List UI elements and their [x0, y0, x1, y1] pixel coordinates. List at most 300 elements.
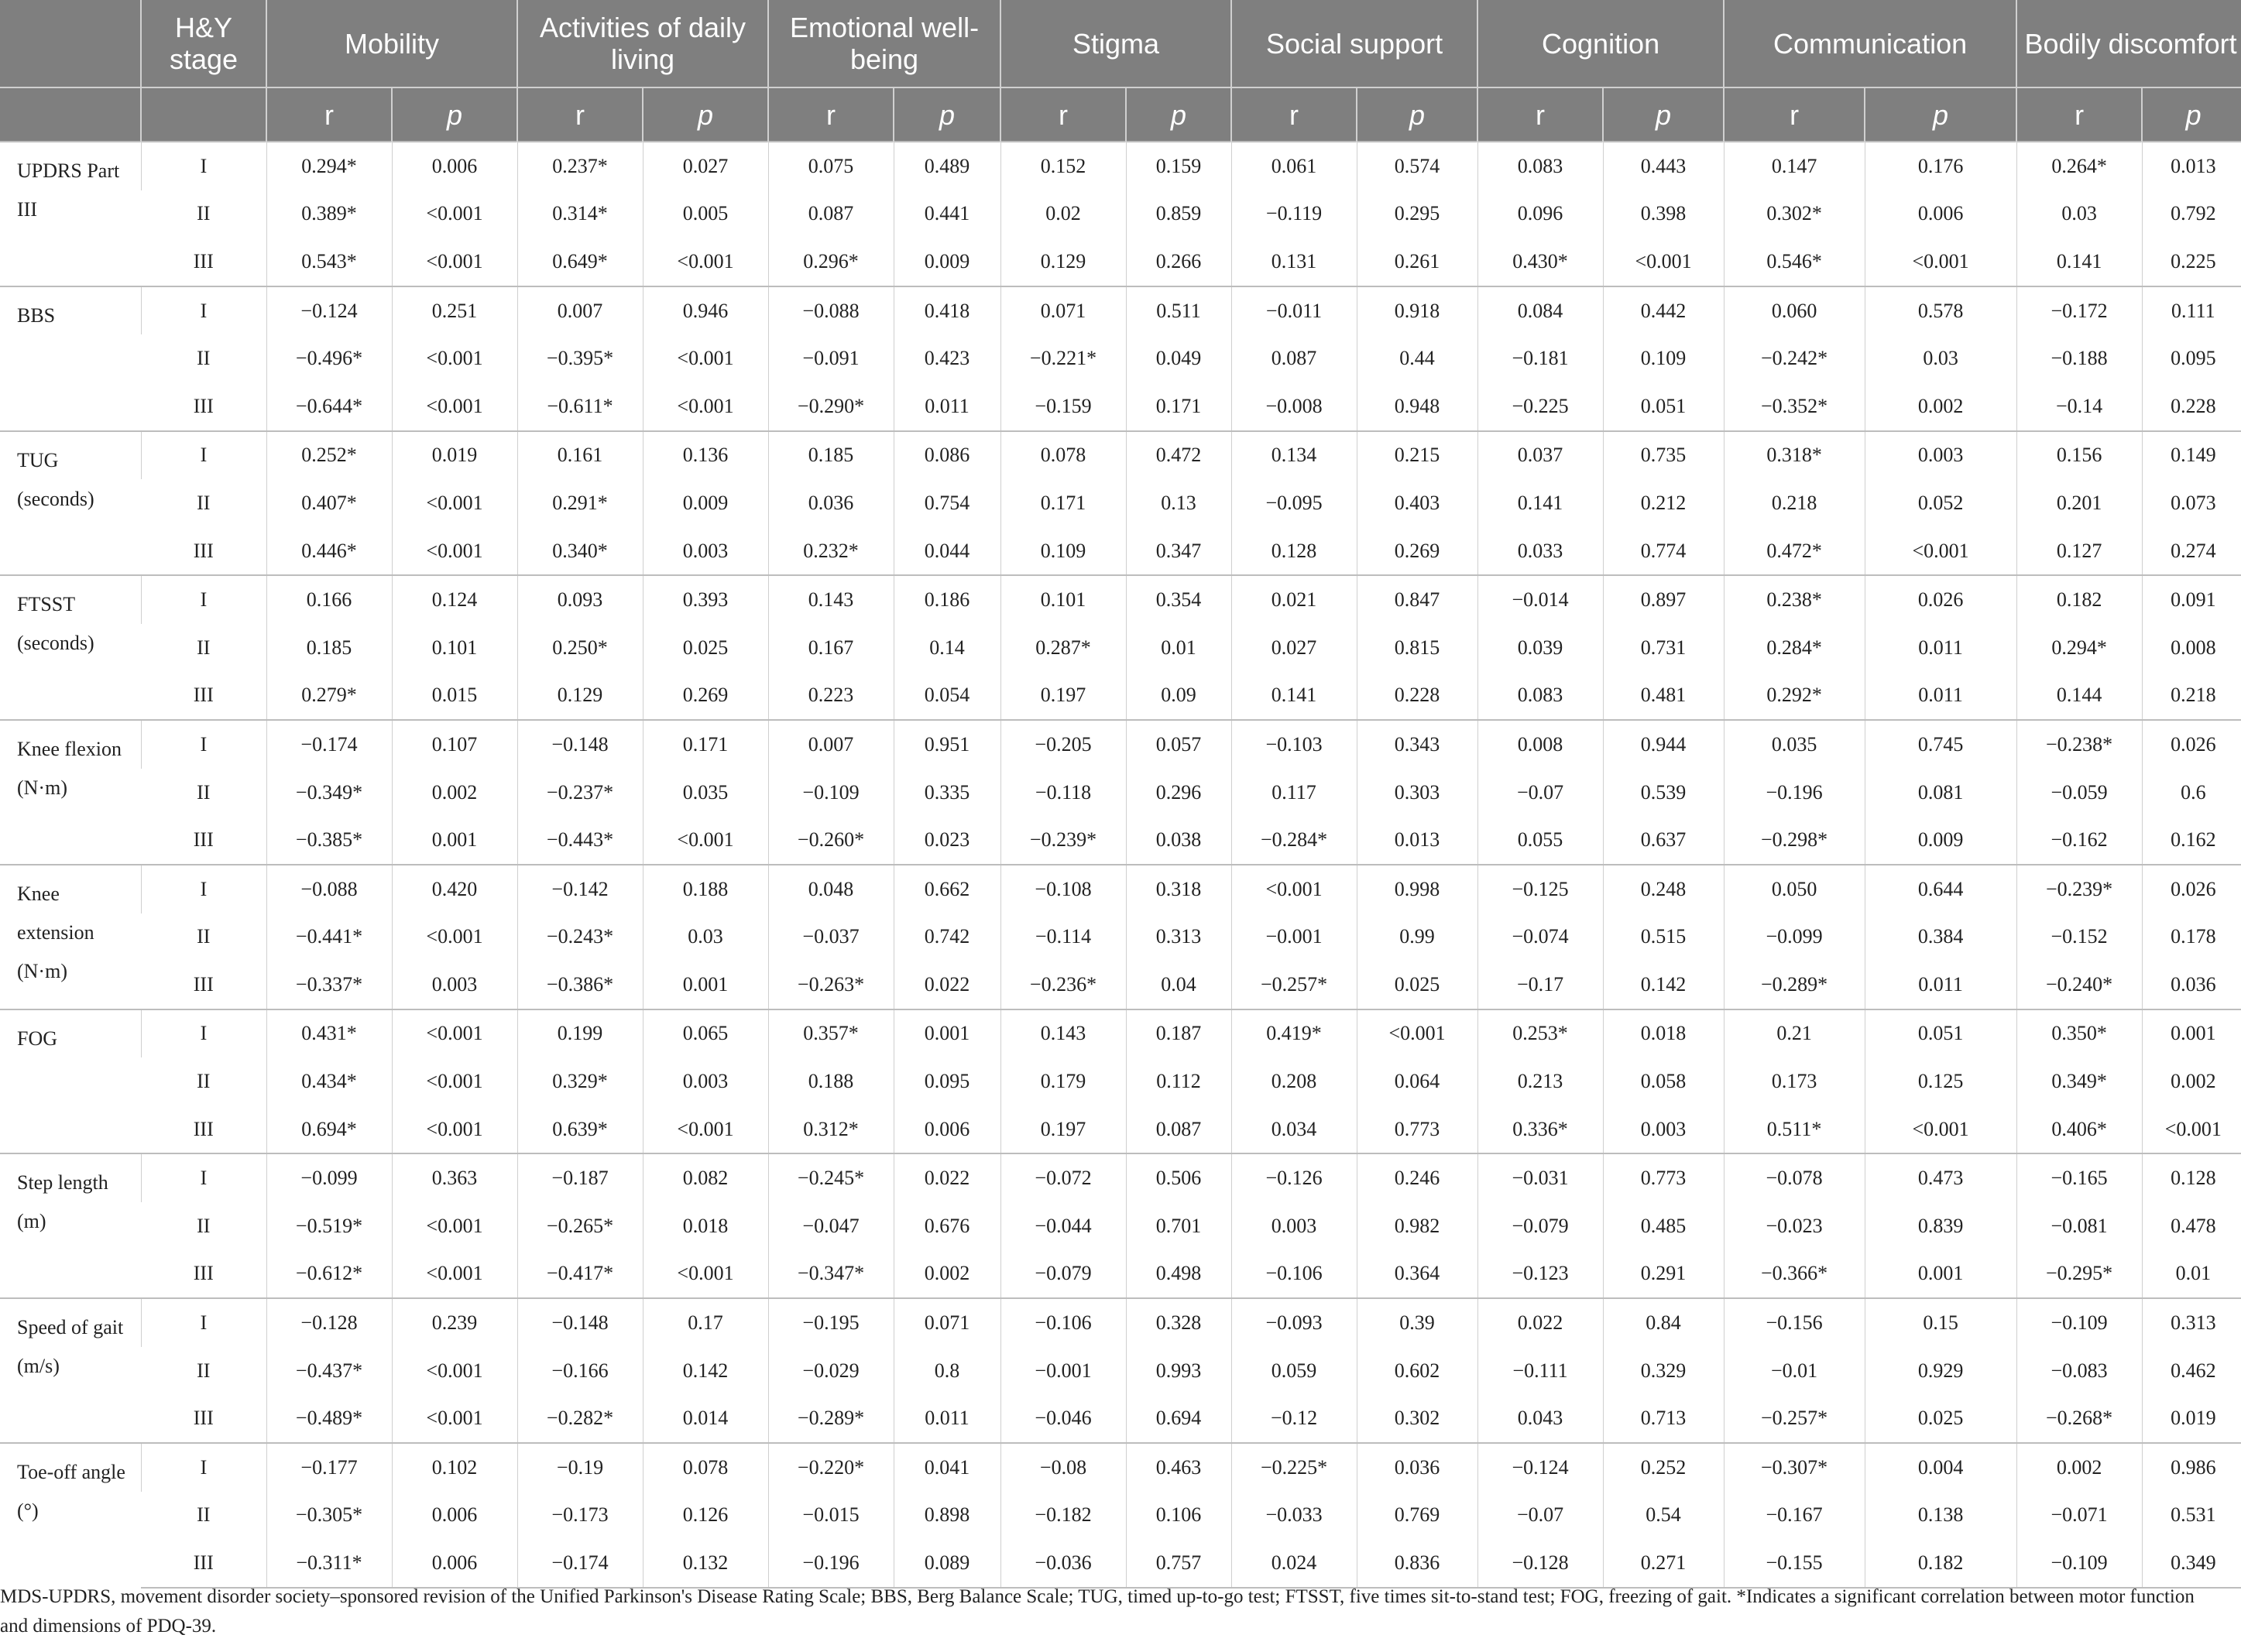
- header-hy-stage: H&Y stage: [141, 0, 266, 87]
- p-value-cell: 0.002: [392, 769, 517, 817]
- r-value-cell: 0.389*: [266, 190, 392, 238]
- p-value-cell: 0.694: [1126, 1394, 1231, 1443]
- variable-label: TUG (seconds): [0, 431, 141, 576]
- table-row: [0, 334, 2241, 382]
- p-value-cell: 0.136: [643, 431, 768, 480]
- stage-cell: I: [141, 286, 266, 335]
- p-value-cell: <0.001: [1865, 238, 2016, 286]
- p-value-cell: 0.295: [1357, 190, 1477, 238]
- r-value-cell: 0.050: [1724, 865, 1865, 913]
- p-value-cell: 0.898: [894, 1492, 1000, 1540]
- p-value-cell: 0.01: [2142, 1250, 2241, 1299]
- p-value-cell: 0.025: [643, 624, 768, 672]
- p-value-cell: 0.086: [894, 431, 1000, 480]
- header-communication: Communication: [1724, 0, 2016, 87]
- p-value-cell: 0.001: [894, 1009, 1000, 1058]
- p-value-cell: <0.001: [2142, 1105, 2241, 1154]
- r-value-cell: −0.148: [517, 720, 643, 769]
- r-value-cell: −0.385*: [266, 816, 392, 865]
- table-row: [0, 672, 2241, 721]
- r-value-cell: −0.166: [517, 1347, 643, 1395]
- r-value-cell: 0.060: [1724, 286, 1865, 335]
- table-row: [0, 1202, 2241, 1250]
- p-value-cell: 0.252: [1603, 1443, 1724, 1492]
- r-value-cell: <0.001: [1231, 865, 1357, 913]
- header-r: r: [517, 87, 643, 142]
- p-value-cell: 0.026: [2142, 720, 2241, 769]
- p-value-cell: 0.019: [2142, 1394, 2241, 1443]
- r-value-cell: 0.201: [2016, 479, 2142, 527]
- stage-cell: III: [193, 249, 214, 272]
- r-value-cell: −0.265*: [517, 1202, 643, 1250]
- r-value-cell: −0.172: [2016, 286, 2142, 335]
- p-value-cell: 0.011: [1865, 961, 2016, 1009]
- p-value-cell: 0.03: [1865, 334, 2016, 382]
- p-value-cell: 0.986: [2142, 1443, 2241, 1492]
- r-value-cell: −0.023: [1724, 1202, 1865, 1250]
- r-value-cell: 0.406*: [2016, 1105, 2142, 1154]
- r-value-cell: 0.152: [1000, 142, 1126, 190]
- stage-cell: III: [193, 539, 214, 562]
- r-value-cell: −0.311*: [266, 1539, 392, 1588]
- r-value-cell: 0.096: [1477, 190, 1603, 238]
- r-value-cell: −0.015: [768, 1492, 894, 1540]
- p-value-cell: 0.178: [2142, 913, 2241, 961]
- r-value-cell: −0.242*: [1724, 334, 1865, 382]
- p-value-cell: 0.006: [392, 142, 517, 190]
- p-value-cell: 0.515: [1603, 913, 1724, 961]
- r-value-cell: 0.117: [1231, 769, 1357, 817]
- p-value-cell: 0.04: [1126, 961, 1231, 1009]
- p-value-cell: 0.003: [1603, 1105, 1724, 1154]
- p-value-cell: 0.676: [894, 1202, 1000, 1250]
- r-value-cell: −0.088: [266, 865, 392, 913]
- table-row: [0, 479, 2241, 527]
- p-value-cell: 0.019: [392, 431, 517, 480]
- r-value-cell: −0.099: [1724, 913, 1865, 961]
- p-value-cell: 0.14: [894, 624, 1000, 672]
- p-value-cell: 0.008: [2142, 624, 2241, 672]
- r-value-cell: 0.350*: [2016, 1009, 2142, 1058]
- r-value-cell: 0.127: [2016, 527, 2142, 576]
- r-value-cell: 0.007: [768, 720, 894, 769]
- p-value-cell: 0.929: [1865, 1347, 2016, 1395]
- p-value-cell: 0.112: [1126, 1057, 1231, 1105]
- table-row: [0, 1443, 2241, 1492]
- r-value-cell: 0.329*: [517, 1057, 643, 1105]
- variable-label: Toe-off angle (°): [0, 1443, 141, 1588]
- r-value-cell: 0.419*: [1231, 1009, 1357, 1058]
- r-value-cell: 0.294*: [2016, 624, 2142, 672]
- p-value-cell: 0.384: [1865, 913, 2016, 961]
- p-value-cell: 0.095: [894, 1057, 1000, 1105]
- r-value-cell: −0.188: [2016, 334, 2142, 382]
- variable-label: FTSST (seconds): [0, 575, 141, 720]
- p-value-cell: <0.001: [392, 1105, 517, 1154]
- p-value-cell: 0.274: [2142, 527, 2241, 576]
- p-value-cell: 0.441: [894, 190, 1000, 238]
- r-value-cell: 0.407*: [266, 479, 392, 527]
- p-value-cell: 0.051: [1603, 382, 1724, 431]
- r-value-cell: 0.071: [1000, 286, 1126, 335]
- r-value-cell: 0.223: [768, 672, 894, 721]
- p-value-cell: 0.009: [643, 479, 768, 527]
- r-value-cell: −0.119: [1231, 190, 1357, 238]
- header-blank: [0, 0, 141, 87]
- r-value-cell: 0.312*: [768, 1105, 894, 1154]
- r-value-cell: 0.039: [1477, 624, 1603, 672]
- p-value-cell: 0.364: [1357, 1250, 1477, 1299]
- p-value-cell: 0.15: [1865, 1298, 2016, 1347]
- header-r: r: [1000, 87, 1126, 142]
- p-value-cell: 0.897: [1603, 575, 1724, 624]
- r-value-cell: 0.008: [1477, 720, 1603, 769]
- r-value-cell: −0.496*: [266, 334, 392, 382]
- r-value-cell: 0.185: [266, 624, 392, 672]
- p-value-cell: 0.578: [1865, 286, 2016, 335]
- p-value-cell: 0.149: [2142, 431, 2241, 480]
- header-r: r: [2016, 87, 2142, 142]
- r-value-cell: 0.03: [2016, 190, 2142, 238]
- r-value-cell: −0.196: [768, 1539, 894, 1588]
- r-value-cell: −0.644*: [266, 382, 392, 431]
- r-value-cell: 0.128: [1231, 527, 1357, 576]
- table-row: [0, 1105, 2241, 1154]
- r-value-cell: 0.024: [1231, 1539, 1357, 1588]
- p-value-cell: <0.001: [392, 1202, 517, 1250]
- r-value-cell: −0.395*: [517, 334, 643, 382]
- p-value-cell: <0.001: [392, 1009, 517, 1058]
- r-value-cell: −0.152: [2016, 913, 2142, 961]
- p-value-cell: 0.089: [894, 1539, 1000, 1588]
- header-blank: [141, 87, 266, 142]
- r-value-cell: 0.144: [2016, 672, 2142, 721]
- r-value-cell: −0.225: [1477, 382, 1603, 431]
- header-activities-of-daily-living: Activities of daily living: [517, 0, 768, 87]
- r-value-cell: 0.185: [768, 431, 894, 480]
- p-value-cell: 0.002: [2142, 1057, 2241, 1105]
- r-value-cell: −0.187: [517, 1153, 643, 1202]
- r-value-cell: 0.075: [768, 142, 894, 190]
- p-value-cell: 0.087: [1126, 1105, 1231, 1154]
- r-value-cell: 0.141: [1477, 479, 1603, 527]
- r-value-cell: −0.282*: [517, 1394, 643, 1443]
- r-value-cell: −0.14: [2016, 382, 2142, 431]
- r-value-cell: −0.182: [1000, 1492, 1126, 1540]
- r-value-cell: 0.314*: [517, 190, 643, 238]
- r-value-cell: −0.106: [1000, 1298, 1126, 1347]
- p-value-cell: 0.948: [1357, 382, 1477, 431]
- r-value-cell: −0.093: [1231, 1298, 1357, 1347]
- p-value-cell: 0.041: [894, 1443, 1000, 1492]
- r-value-cell: −0.196: [1724, 769, 1865, 817]
- p-value-cell: 0.159: [1126, 142, 1231, 190]
- p-value-cell: 0.442: [1603, 286, 1724, 335]
- table-row: [0, 1057, 2241, 1105]
- p-value-cell: 0.498: [1126, 1250, 1231, 1299]
- r-value-cell: −0.225*: [1231, 1443, 1357, 1492]
- p-value-cell: 0.773: [1603, 1153, 1724, 1202]
- stage-cell: II: [197, 347, 211, 370]
- r-value-cell: 0.129: [517, 672, 643, 721]
- r-value-cell: −0.109: [2016, 1539, 2142, 1588]
- p-value-cell: 0.836: [1357, 1539, 1477, 1588]
- p-value-cell: 0.187: [1126, 1009, 1231, 1058]
- table-row: [0, 913, 2241, 961]
- r-value-cell: 0.036: [768, 479, 894, 527]
- header-r: r: [266, 87, 392, 142]
- p-value-cell: 0.171: [1126, 382, 1231, 431]
- r-value-cell: −0.091: [768, 334, 894, 382]
- r-value-cell: 0.02: [1000, 190, 1126, 238]
- p-value-cell: 0.003: [643, 527, 768, 576]
- r-value-cell: 0.302*: [1724, 190, 1865, 238]
- p-value-cell: 0.539: [1603, 769, 1724, 817]
- p-value-cell: 0.6: [2142, 769, 2241, 817]
- variable-label: BBS: [0, 286, 141, 431]
- p-value-cell: 0.025: [1357, 961, 1477, 1009]
- p-value-cell: 0.506: [1126, 1153, 1231, 1202]
- stage-cell: III: [193, 972, 214, 996]
- p-value-cell: 0.124: [392, 575, 517, 624]
- p-value-cell: 0.99: [1357, 913, 1477, 961]
- r-value-cell: 0.087: [768, 190, 894, 238]
- header-row-r-p: [0, 87, 2241, 142]
- stage-cell: II: [197, 202, 211, 225]
- p-value-cell: 0.162: [2142, 816, 2241, 865]
- r-value-cell: −0.008: [1231, 382, 1357, 431]
- p-value-cell: 0.393: [643, 575, 768, 624]
- r-value-cell: 0.167: [768, 624, 894, 672]
- p-value-cell: 0.815: [1357, 624, 1477, 672]
- r-value-cell: −0.245*: [768, 1153, 894, 1202]
- p-value-cell: 0.773: [1357, 1105, 1477, 1154]
- header-p: p: [1357, 87, 1477, 142]
- p-value-cell: 0.002: [1865, 382, 2016, 431]
- table-row: [0, 142, 2241, 190]
- r-value-cell: −0.443*: [517, 816, 643, 865]
- p-value-cell: <0.001: [392, 1347, 517, 1395]
- r-value-cell: −0.07: [1477, 769, 1603, 817]
- r-value-cell: 0.022: [1477, 1298, 1603, 1347]
- p-value-cell: 0.473: [1865, 1153, 2016, 1202]
- p-value-cell: 0.847: [1357, 575, 1477, 624]
- p-value-cell: 0.443: [1603, 142, 1724, 190]
- p-value-cell: 0.132: [643, 1539, 768, 1588]
- p-value-cell: 0.051: [1865, 1009, 2016, 1058]
- variable-label: Knee flexion (N·m): [0, 720, 141, 865]
- table-row: [0, 865, 2241, 913]
- p-value-cell: <0.001: [392, 190, 517, 238]
- r-value-cell: −0.014: [1477, 575, 1603, 624]
- header-r: r: [1477, 87, 1603, 142]
- r-value-cell: 0.543*: [266, 238, 392, 286]
- stage-cell: I: [141, 1153, 266, 1202]
- header-blank: [0, 87, 141, 142]
- r-value-cell: −0.417*: [517, 1250, 643, 1299]
- p-value-cell: 0.637: [1603, 816, 1724, 865]
- p-value-cell: 0.251: [392, 286, 517, 335]
- r-value-cell: −0.099: [266, 1153, 392, 1202]
- p-value-cell: 0.101: [392, 624, 517, 672]
- p-value-cell: 0.026: [1865, 575, 2016, 624]
- p-value-cell: 0.745: [1865, 720, 2016, 769]
- stage-cell: II: [197, 491, 211, 514]
- r-value-cell: 0.182: [2016, 575, 2142, 624]
- p-value-cell: 0.731: [1603, 624, 1724, 672]
- table-row: [0, 1539, 2241, 1588]
- stage-cell: I: [141, 865, 266, 913]
- p-value-cell: <0.001: [1603, 238, 1724, 286]
- r-value-cell: −0.437*: [266, 1347, 392, 1395]
- p-value-cell: 0.022: [894, 1153, 1000, 1202]
- r-value-cell: −0.08: [1000, 1443, 1126, 1492]
- p-value-cell: 0.839: [1865, 1202, 2016, 1250]
- r-value-cell: −0.106: [1231, 1250, 1357, 1299]
- r-value-cell: 0.199: [517, 1009, 643, 1058]
- p-value-cell: 0.182: [1865, 1539, 2016, 1588]
- stage-cell: I: [141, 1443, 266, 1492]
- r-value-cell: 0.294*: [266, 142, 392, 190]
- r-value-cell: −0.103: [1231, 720, 1357, 769]
- r-value-cell: −0.337*: [266, 961, 392, 1009]
- r-value-cell: 0.173: [1724, 1057, 1865, 1105]
- p-value-cell: 0.188: [643, 865, 768, 913]
- header-r: r: [1231, 87, 1357, 142]
- p-value-cell: 0.363: [392, 1153, 517, 1202]
- p-value-cell: 0.078: [643, 1443, 768, 1492]
- p-value-cell: 0.701: [1126, 1202, 1231, 1250]
- r-value-cell: −0.12: [1231, 1394, 1357, 1443]
- table-row: [0, 1394, 2241, 1443]
- r-value-cell: −0.125: [1477, 865, 1603, 913]
- header-mobility: Mobility: [266, 0, 517, 87]
- r-value-cell: −0.177: [266, 1443, 392, 1492]
- r-value-cell: −0.078: [1724, 1153, 1865, 1202]
- p-value-cell: <0.001: [643, 334, 768, 382]
- r-value-cell: −0.109: [2016, 1298, 2142, 1347]
- table-row: [0, 431, 2241, 480]
- p-value-cell: 0.052: [1865, 479, 2016, 527]
- r-value-cell: −0.083: [2016, 1347, 2142, 1395]
- r-value-cell: −0.036: [1000, 1539, 1126, 1588]
- p-value-cell: 0.859: [1126, 190, 1231, 238]
- p-value-cell: 0.049: [1126, 334, 1231, 382]
- r-value-cell: −0.124: [266, 286, 392, 335]
- p-value-cell: 0.296: [1126, 769, 1231, 817]
- p-value-cell: 0.329: [1603, 1347, 1724, 1395]
- p-value-cell: 0.918: [1357, 286, 1477, 335]
- r-value-cell: 0.034: [1231, 1105, 1357, 1154]
- p-value-cell: 0.081: [1865, 769, 2016, 817]
- p-value-cell: 0.006: [1865, 190, 2016, 238]
- p-value-cell: 0.003: [392, 961, 517, 1009]
- r-value-cell: −0.195: [768, 1298, 894, 1347]
- p-value-cell: <0.001: [392, 334, 517, 382]
- r-value-cell: −0.124: [1477, 1443, 1603, 1492]
- table-row: [0, 1492, 2241, 1540]
- r-value-cell: 0.035: [1724, 720, 1865, 769]
- variable-label: Step length (m): [0, 1153, 141, 1298]
- r-value-cell: −0.220*: [768, 1443, 894, 1492]
- r-value-cell: −0.155: [1724, 1539, 1865, 1588]
- r-value-cell: −0.162: [2016, 816, 2142, 865]
- r-value-cell: −0.167: [1724, 1492, 1865, 1540]
- r-value-cell: −0.441*: [266, 913, 392, 961]
- p-value-cell: 0.038: [1126, 816, 1231, 865]
- r-value-cell: 0.083: [1477, 142, 1603, 190]
- stage-cell: II: [197, 636, 211, 659]
- r-value-cell: −0.238*: [2016, 720, 2142, 769]
- p-value-cell: <0.001: [643, 816, 768, 865]
- header-row-dimensions: [0, 0, 2241, 87]
- header-p: p: [894, 87, 1000, 142]
- r-value-cell: −0.029: [768, 1347, 894, 1395]
- p-value-cell: 0.481: [1603, 672, 1724, 721]
- header-p: p: [1865, 87, 2016, 142]
- p-value-cell: 0.036: [2142, 961, 2241, 1009]
- r-value-cell: 0.156: [2016, 431, 2142, 480]
- r-value-cell: 0.003: [1231, 1202, 1357, 1250]
- p-value-cell: 0.349: [2142, 1539, 2241, 1588]
- header-p: p: [1126, 87, 1231, 142]
- r-value-cell: −0.239*: [2016, 865, 2142, 913]
- r-value-cell: 0.252*: [266, 431, 392, 480]
- r-value-cell: 0.197: [1000, 1105, 1126, 1154]
- r-value-cell: −0.174: [517, 1539, 643, 1588]
- p-value-cell: 0.014: [643, 1394, 768, 1443]
- p-value-cell: 0.218: [2142, 672, 2241, 721]
- stage-cell: III: [193, 684, 214, 707]
- r-value-cell: 0.511*: [1724, 1105, 1865, 1154]
- r-value-cell: 0.143: [1000, 1009, 1126, 1058]
- r-value-cell: −0.071: [2016, 1492, 2142, 1540]
- p-value-cell: 0.026: [2142, 865, 2241, 913]
- r-value-cell: 0.472*: [1724, 527, 1865, 576]
- p-value-cell: <0.001: [392, 238, 517, 286]
- r-value-cell: 0.357*: [768, 1009, 894, 1058]
- p-value-cell: 0.003: [1865, 431, 2016, 480]
- p-value-cell: 0.013: [2142, 142, 2241, 190]
- r-value-cell: −0.108: [1000, 865, 1126, 913]
- p-value-cell: <0.001: [392, 1250, 517, 1299]
- p-value-cell: 0.015: [392, 672, 517, 721]
- p-value-cell: 0.01: [1126, 624, 1231, 672]
- p-value-cell: 0.023: [894, 816, 1000, 865]
- r-value-cell: 0.188: [768, 1057, 894, 1105]
- p-value-cell: 0.54: [1603, 1492, 1724, 1540]
- p-value-cell: 0.142: [643, 1347, 768, 1395]
- p-value-cell: 0.058: [1603, 1057, 1724, 1105]
- r-value-cell: 0.043: [1477, 1394, 1603, 1443]
- r-value-cell: −0.239*: [1000, 816, 1126, 865]
- r-value-cell: 0.546*: [1724, 238, 1865, 286]
- p-value-cell: 0.109: [1603, 334, 1724, 382]
- p-value-cell: 0.006: [894, 1105, 1000, 1154]
- r-value-cell: −0.047: [768, 1202, 894, 1250]
- r-value-cell: 0.055: [1477, 816, 1603, 865]
- r-value-cell: 0.002: [2016, 1443, 2142, 1492]
- p-value-cell: 0.774: [1603, 527, 1724, 576]
- stage-cell: I: [141, 431, 266, 480]
- table-row: [0, 769, 2241, 817]
- p-value-cell: 0.423: [894, 334, 1000, 382]
- header-p: p: [1603, 87, 1724, 142]
- r-value-cell: −0.123: [1477, 1250, 1603, 1299]
- p-value-cell: 0.403: [1357, 479, 1477, 527]
- stage-cell: I: [141, 142, 266, 190]
- p-value-cell: 0.17: [643, 1298, 768, 1347]
